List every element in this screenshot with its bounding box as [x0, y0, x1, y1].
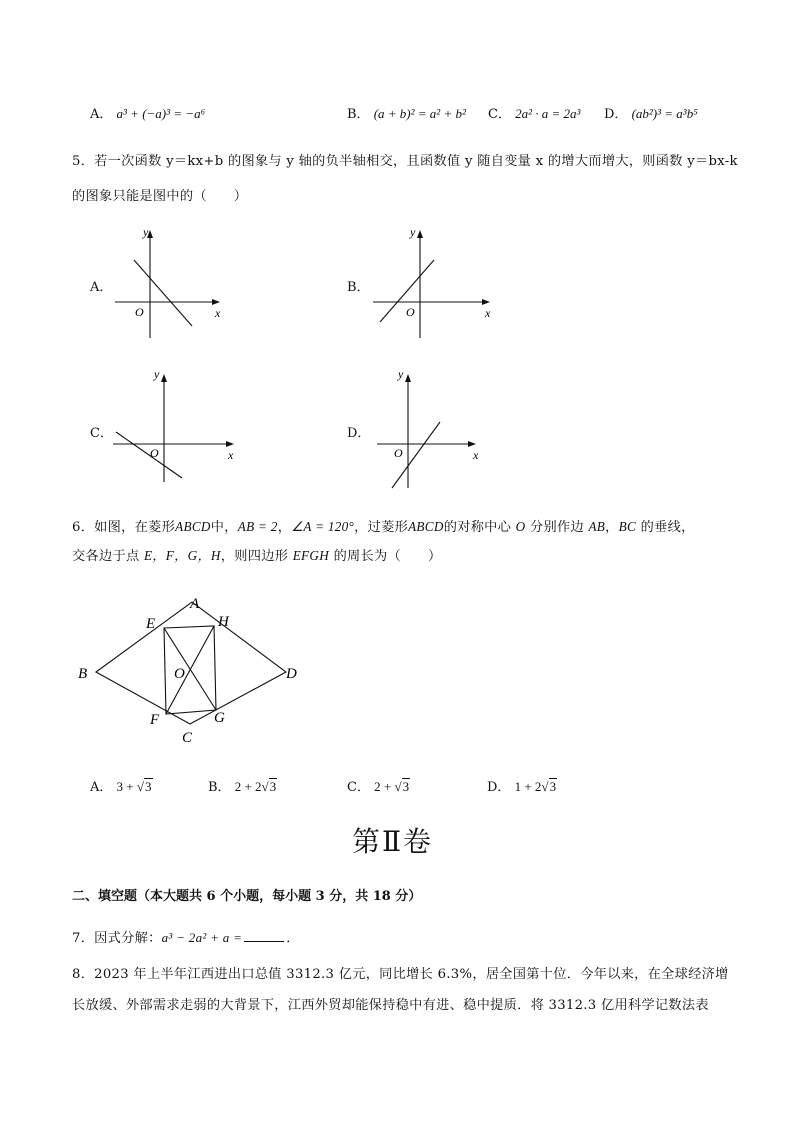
origin-label: O — [150, 446, 159, 460]
vertex-d-label: D — [286, 666, 297, 682]
y-axis-label: y — [398, 367, 404, 381]
text-segment: ，过菱形 — [354, 520, 409, 535]
x-axis-label: x — [473, 448, 479, 462]
x-axis-label: x — [228, 448, 234, 462]
section2-heading: 二、填空题（本大题共 6 个小题，每小题 3 分，共 18 分） — [72, 889, 422, 904]
origin-label: O — [394, 446, 403, 460]
option-prefix: 2 + 2 — [234, 779, 262, 794]
graph-b-label: B． — [347, 280, 370, 295]
vertex-a-label: A — [190, 596, 200, 612]
x-axis-label: x — [215, 306, 221, 320]
text-segment: 交各边于点 — [72, 549, 140, 564]
text-segment: 6．如图，在菱形 — [72, 520, 176, 535]
option-expression: (a + b)² = a² + b² — [373, 106, 466, 121]
origin-label: O — [406, 305, 415, 319]
option-prefix: 3 + — [116, 779, 137, 794]
radicand: 3 — [145, 779, 152, 794]
function-line — [116, 432, 182, 478]
x-axis-label: x — [485, 306, 491, 320]
separator: ， — [277, 520, 292, 535]
point-f-label: F — [150, 712, 160, 728]
q4-option-c — [488, 103, 580, 122]
option-prefix: 1 + 2 — [514, 779, 542, 794]
q4-option-b — [347, 103, 466, 122]
x-axis-arrow — [212, 299, 220, 305]
graph-d-label: D． — [347, 426, 371, 441]
q4-option-d — [604, 103, 698, 122]
text-segment: 的垂线， — [640, 520, 695, 535]
text-segment: ，则四边形 — [220, 549, 289, 564]
point-e-label: E — [146, 616, 156, 632]
condition-ab: AB = 2 — [237, 519, 278, 534]
radicand: 3 — [269, 779, 277, 794]
section-title: 第Ⅱ卷 — [352, 825, 434, 858]
sqrt-sign: √ — [541, 779, 549, 794]
shape-name: ABCD — [408, 519, 444, 534]
point-h-label: H — [218, 614, 229, 630]
text-segment: 的周长为（ ） — [333, 549, 442, 564]
q6-option-d — [487, 776, 557, 795]
y-axis-arrow — [161, 374, 167, 382]
x-axis-arrow — [482, 299, 490, 305]
y-axis-label: y — [143, 225, 149, 239]
q6-text-line2 — [72, 545, 441, 564]
option-label: A． — [90, 780, 113, 795]
origin-label: O — [135, 305, 144, 319]
y-axis-arrow — [417, 230, 423, 238]
option-expression: a³ + (−a)³ = −a⁶ — [116, 106, 206, 121]
option-label: C． — [488, 107, 511, 122]
quad-name: EFGH — [292, 548, 330, 563]
rhombus-figure — [70, 590, 320, 750]
x-axis-arrow — [226, 441, 234, 447]
q5-text-line1: 5．若一次函数 y＝kx+b 的图象与 y 轴的负半轴相交，且函数值 y 随自变量 x 的增大而增大，则函数 y＝bx-k — [72, 154, 738, 169]
option-expression: 2a² · a = 2a³ — [515, 106, 581, 121]
vertex-c-label: C — [182, 730, 193, 746]
q6-option-c — [347, 776, 410, 795]
sqrt-sign: √ — [394, 779, 402, 794]
sqrt-sign: √ — [136, 779, 145, 794]
text-segment: 中， — [210, 520, 238, 535]
q7-expression: a³ − 2a² + a = — [161, 930, 243, 945]
option-label: D． — [487, 780, 511, 795]
rhombus-abcd — [96, 602, 286, 724]
option-label: C． — [347, 780, 370, 795]
q8-text-line1: 8．2023 年上半年江西进出口总值 3312.3 亿元，同比增长 6.3%，居全国第十位．今年以来，在全球经济增 — [72, 967, 729, 982]
option-label: D． — [604, 107, 628, 122]
option-label: B． — [208, 780, 231, 795]
vertex-b-label: B — [78, 666, 88, 682]
q7-suffix: ． — [286, 931, 300, 946]
text-segment: 分别作边 — [529, 520, 584, 535]
option-prefix: 2 + — [374, 779, 395, 794]
text-segment: 的对称中心 — [443, 520, 512, 535]
q6-option-a — [90, 776, 153, 795]
separator: ， — [605, 520, 619, 535]
points-list: E，F，G，H — [143, 548, 221, 563]
side-bc: BC — [618, 519, 637, 534]
graph-a-label: A． — [90, 280, 113, 295]
condition-angle: ∠A = 120° — [291, 519, 355, 534]
option-expression: (ab²)³ = a³b⁵ — [631, 106, 698, 121]
y-axis-arrow — [405, 374, 411, 382]
q5-text-line2: 的图象只能是图中的（ ） — [72, 189, 248, 204]
x-axis-arrow — [468, 441, 476, 447]
q7 — [72, 927, 300, 946]
graph-b — [368, 222, 498, 344]
q6-text-line1 — [72, 516, 695, 535]
radicand: 3 — [402, 779, 410, 794]
option-label: A． — [90, 107, 113, 122]
answer-blank — [244, 931, 284, 942]
shape-name: ABCD — [175, 519, 211, 534]
q4-option-a — [90, 103, 205, 122]
sqrt-sign: √ — [261, 779, 269, 794]
graph-c-label: C． — [90, 426, 113, 441]
graph-a — [110, 222, 230, 344]
center-o-label: O — [174, 666, 185, 682]
point-g-label: G — [214, 710, 225, 726]
radicand: 3 — [549, 779, 557, 794]
q8-text-line2: 长放缓、外部需求走弱的大背景下，江西外贸却能保持稳中有进、稳中提质．将 3312.3 亿用科学记数法表 — [72, 998, 709, 1013]
graph-d — [372, 364, 492, 492]
q7-prefix: 7．因式分解： — [72, 931, 162, 946]
graph-c — [108, 364, 238, 488]
center-name: O — [515, 519, 526, 534]
side-ab: AB — [588, 519, 606, 534]
y-axis-label: y — [154, 367, 160, 381]
option-label: B． — [347, 107, 370, 122]
y-axis-label: y — [410, 225, 416, 239]
q6-option-b — [208, 776, 277, 795]
